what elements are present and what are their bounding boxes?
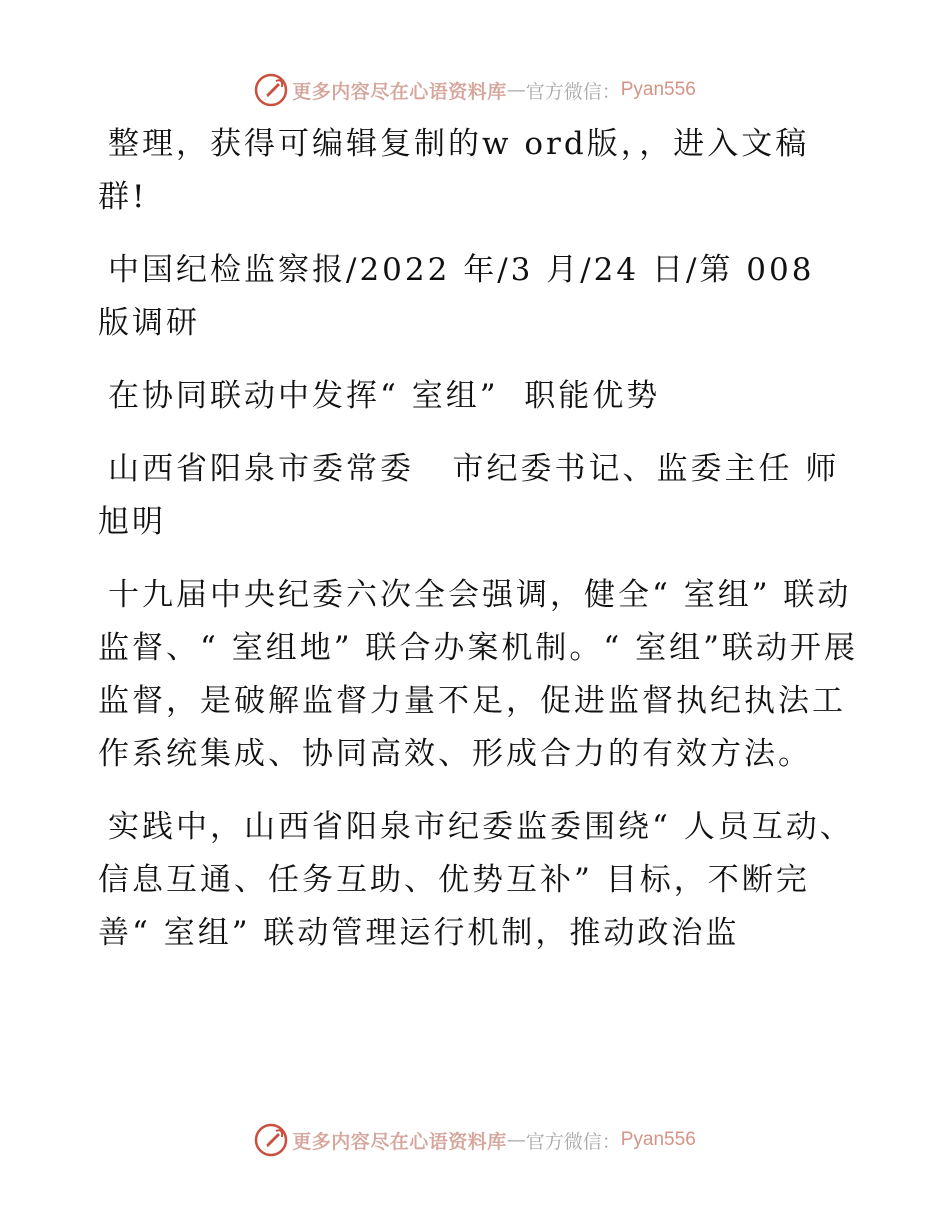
- footer-wechat-label: 官方微信：: [525, 1130, 621, 1153]
- quill-logo-icon: [254, 1123, 288, 1157]
- quill-logo-icon: [254, 73, 288, 107]
- note-paragraph: 整理，获得可编辑复制的w ord版，，进入文稿群!: [98, 126, 810, 215]
- article-title: 在协同联动中发挥“ 室组” 职能优势: [108, 378, 661, 414]
- author-line: 山西省阳泉市委常委 市纪委书记、监委主任 师旭明: [98, 451, 840, 540]
- header-wechat-id: Pyan556: [620, 79, 696, 100]
- body-paragraph: 十九届中央纪委六次全会强调，健全“ 室组” 联动监督、“ 室组地” 联合办案机制。“ 室组”联动开展监督，是破解监督力量不足，促进监督执纪执法工作系统集成、协同高效、形成合力的有效方法。: [98, 577, 858, 772]
- footer-banner: [0, 1120, 950, 1160]
- footer-wechat-id: Pyan556: [620, 1129, 696, 1150]
- source-line: 中国纪检监察报/2022 年/3 月/24 日/第 008 版调研: [98, 252, 828, 341]
- header-wechat-label: 官方微信：: [525, 80, 621, 103]
- header-site-text: 更多内容尽在心语资料库: [292, 80, 507, 103]
- header-separator: —: [506, 79, 526, 101]
- header-banner: [0, 70, 950, 110]
- document-body: [98, 118, 858, 980]
- footer-site-text: 更多内容尽在心语资料库: [292, 1130, 507, 1153]
- footer-separator: —: [506, 1129, 526, 1151]
- body-paragraph: 实践中，山西省阳泉市纪委监委围绕“ 人员互动、信息互通、任务互助、优势互补” 目标，不断完善“ 室组” 联动管理运行机制，推动政治监: [98, 809, 854, 951]
